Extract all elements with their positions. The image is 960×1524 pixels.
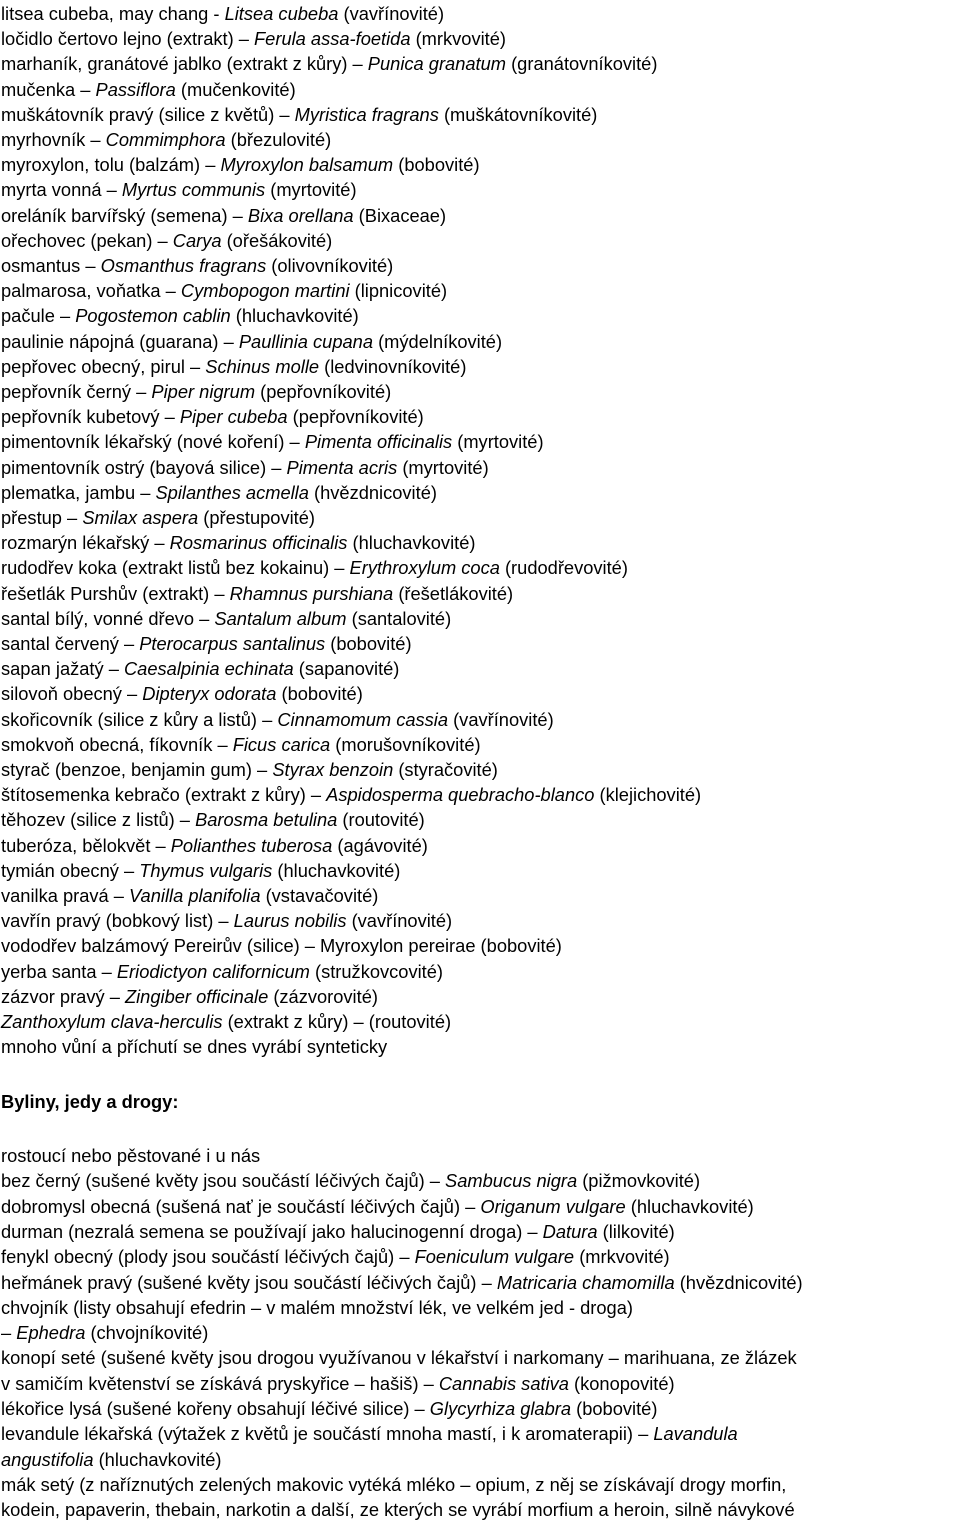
latin-name: Cannabis sativa (438, 1372, 569, 1394)
text-run: pepřovec obecný, pirul – (1, 355, 206, 377)
text-run: (mrkvovité) (410, 28, 506, 50)
section-heading: Byliny, jedy a drogy: (1, 1091, 179, 1112)
text-run: ločidlo čertovo lejno (extrakt) – (1, 28, 255, 50)
latin-name: Pimenta officinalis (304, 431, 453, 453)
text-run: (zázvorovité) (268, 985, 378, 1007)
text-run: lékořice lysá (sušené kořeny obsahují léčivé silice) – (1, 1398, 430, 1419)
text-run: vanilka pravá – (1, 885, 130, 906)
latin-name: Paullinia cupana (238, 330, 374, 352)
latin-name: Erythroxylum coca (349, 557, 500, 579)
text-run: (bobovité) (325, 633, 412, 654)
list-line (1, 303, 359, 328)
text-run: tymián obecný – (1, 859, 140, 881)
text-run: mučenka – (1, 78, 96, 100)
latin-name: Litsea cubeba (224, 3, 339, 24)
list-line (1, 253, 393, 278)
list-line (1, 379, 391, 404)
text-run: těhozev (silice z listů) – (1, 809, 196, 831)
latin-name: Carya (172, 229, 222, 251)
list-line (1, 555, 628, 580)
section-line (1, 1270, 803, 1295)
latin-name: Ficus carica (232, 733, 331, 755)
latin-name: Myroxylon balsamum (220, 154, 394, 176)
list-line (1, 228, 332, 253)
text-run: mák setý (z naříznutých zelených makovic vytéká mléko – opium, z něj se získávají drogy morfin, (1, 1473, 787, 1495)
text-run: kodein, papaverin, thebain, narkotin a další, ze kterých se vyrábí morfium a heroin, silně návykové (1, 1499, 795, 1521)
text-run: (extrakt z kůry) – (routovité) (222, 1011, 452, 1032)
latin-name: Zingiber officinale (124, 985, 269, 1007)
text-run: paulinie nápojná (guarana) – (1, 330, 239, 352)
text-run: sapan jažatý – (1, 658, 124, 680)
text-run: (granátovníkovité) (506, 53, 658, 75)
section-line (1, 1447, 222, 1472)
list-line (1, 480, 437, 505)
latin-name: Laurus nobilis (233, 910, 347, 932)
text-run: bez černý (sušené květy jsou součástí léčivých čajů) – (1, 1170, 446, 1192)
latin-name: Schinus molle (205, 355, 320, 377)
text-run: pačule – (1, 305, 76, 327)
text-run: (bobovité) (393, 154, 480, 176)
latin-name: Spilanthes acmella (155, 481, 309, 503)
text-run: durman (nezralá semena se používají jako halucinogenní droga) – (1, 1220, 543, 1242)
text-run: (bobovité) (571, 1398, 658, 1419)
text-run: pimentovník lékařský (nové koření) – (1, 431, 305, 453)
text-run: (přestupovité) (198, 507, 316, 528)
text-run: (santalovité) (346, 607, 452, 629)
latin-name: Ferula assa-foetida (254, 28, 411, 50)
list-line (1, 1009, 451, 1034)
latin-name: Piper nigrum (151, 381, 256, 402)
latin-name: Vanilla planifolia (129, 885, 261, 906)
text-run: styrač (benzoe, benjamin gum) – (1, 759, 273, 780)
list-line (1, 581, 513, 606)
latin-name: Myristica fragrans (294, 103, 439, 125)
text-run: (muškátovníkovité) (438, 103, 598, 125)
latin-name: Rhamnus purshiana (229, 582, 394, 604)
text-run: levandule lékařská (výtažek z květů je součástí mnoha mastí, i k aromaterapii) – (1, 1423, 654, 1445)
list-line (1, 329, 502, 354)
list-line (1, 959, 443, 984)
latin-name: Passiflora (95, 78, 176, 100)
list-line (1, 984, 378, 1009)
latin-name: Zanthoxylum clava-herculis (1, 1011, 223, 1032)
latin-name: Pimenta acris (286, 456, 398, 478)
section-line (1, 1345, 797, 1370)
text-run: rudodřev koka (extrakt listů bez kokainu) – (1, 557, 350, 579)
text-run: (rudodřevovité) (499, 557, 628, 579)
text-run: pepřovník kubetový – (1, 406, 180, 428)
text-run: ořechovec (pekan) – (1, 229, 173, 251)
text-run: plematka, jambu – (1, 481, 156, 503)
latin-name: Barosma betulina (195, 809, 338, 831)
text-run: (hluchavkovité) (347, 532, 476, 554)
text-run: (lilkovité) (597, 1220, 675, 1242)
text-run: (březulovité) (225, 129, 332, 150)
text-run: (hluchavkovité) (625, 1195, 754, 1217)
list-line (1, 732, 481, 757)
text-run: (routovité) (337, 809, 425, 831)
list-line (1, 102, 597, 127)
text-run: (olivovníkovité) (266, 255, 394, 276)
text-run: silovoň obecný – (1, 683, 143, 705)
latin-name: Pogostemon cablin (75, 305, 231, 327)
list-line (1, 51, 657, 76)
text-run: (ořešákovité) (221, 229, 333, 251)
latin-name: Cymbopogon martini (180, 280, 350, 302)
list-line (1, 203, 446, 228)
latin-name: Myrtus communis (121, 179, 266, 201)
text-run: marhaník, granátové jablko (extrakt z kůry) – (1, 53, 368, 75)
section-line (1, 1143, 260, 1168)
section-line (1, 1320, 208, 1345)
list-line (1, 656, 399, 681)
latin-name: Punica granatum (367, 53, 507, 75)
text-run: (mučenkovité) (175, 78, 296, 100)
section-line (1, 1497, 795, 1522)
latin-name: Dipteryx odorata (142, 683, 277, 705)
text-run: (ledvinovníkovité) (319, 355, 467, 377)
latin-name: Foeniculum vulgare (414, 1246, 575, 1268)
section-line (1, 1371, 675, 1396)
text-run: (Bixaceae) (353, 204, 447, 226)
list-line (1, 858, 400, 883)
text-run: palmarosa, voňatka – (1, 280, 181, 302)
list-line (1, 429, 544, 454)
text-run: konopí seté (sušené květy jsou drogou využívanou v lékařství i narkomany – marihuana, ze žlázek (1, 1347, 797, 1369)
latin-name: Osmanthus fragrans (100, 255, 267, 276)
text-run: (morušovníkovité) (330, 733, 481, 755)
text-run: myrhovník – (1, 129, 106, 150)
text-run: (mrkvovité) (574, 1246, 670, 1268)
text-run: (vstavačovité) (260, 885, 379, 906)
list-line (1, 455, 489, 480)
latin-name: Sambucus nigra (445, 1170, 578, 1192)
list-line (1, 908, 452, 933)
text-run: yerba santa – (1, 960, 117, 982)
latin-name: Pterocarpus santalinus (139, 633, 326, 654)
text-run: (chvojníkovité) (85, 1322, 209, 1344)
text-run: skořicovník (silice z kůry a listů) – (1, 708, 278, 730)
text-run: (vavřínovité) (346, 910, 453, 932)
text-run: (pepřovníkovité) (287, 406, 424, 428)
text-run: (vavřínovité) (338, 3, 445, 24)
list-line (1, 757, 498, 782)
text-run: pimentovník ostrý (bayová silice) – (1, 456, 287, 478)
list-line (1, 883, 378, 908)
text-run: (pižmovkovité) (577, 1170, 701, 1192)
latin-name: Smilax aspera (82, 507, 199, 528)
latin-name: Bixa orellana (247, 204, 354, 226)
text-run: (stružkovcovité) (309, 960, 443, 982)
text-run: (klejichovité) (594, 784, 702, 806)
latin-name: Lavandula (653, 1423, 738, 1445)
list-line (1, 707, 554, 732)
section-line (1, 1472, 786, 1497)
text-run: (hvězdnicovité) (308, 481, 437, 503)
text-run: štítosemenka kebračo (extrakt z kůry) – (1, 784, 327, 806)
text-run: dobromysl obecná (sušená nať je součástí léčivých čajů) – (1, 1195, 481, 1217)
text-run: rostoucí nebo pěstované i u nás (1, 1145, 261, 1166)
text-run: osmantus – (1, 255, 101, 276)
text-run: (hluchavkovité) (272, 859, 401, 881)
latin-name: Datura (542, 1220, 598, 1242)
latin-name: Ephedra (16, 1322, 86, 1344)
section-line (1, 1396, 657, 1421)
list-line (1, 933, 562, 958)
latin-name: Commimphora (105, 129, 226, 150)
latin-name: Santalum album (214, 607, 347, 629)
list-line (1, 606, 451, 631)
list-line (1, 530, 475, 555)
text-run: muškátovník pravý (silice z květů) – (1, 103, 295, 125)
section-line (1, 1194, 754, 1219)
latin-name: Glycyrhiza glabra (429, 1398, 572, 1419)
list-line (1, 1034, 387, 1059)
list-line (1, 1, 444, 26)
text-run: myrta vonná – (1, 179, 122, 201)
list-line (1, 354, 466, 379)
text-run: (hluchavkovité) (230, 305, 359, 327)
text-run: – (1, 1322, 17, 1344)
text-run: (řešetlákovité) (393, 582, 514, 604)
text-run: santal červený – (1, 633, 140, 654)
list-line (1, 505, 315, 530)
list-line (1, 404, 424, 429)
list-line (1, 278, 447, 303)
latin-name: Matricaria chamomilla (496, 1271, 675, 1293)
text-run: (lipnicovité) (349, 280, 448, 302)
text-run: fenykl obecný (plody jsou součástí léčivých čajů) – (1, 1246, 415, 1268)
text-run: rozmarýn lékařský – (1, 532, 170, 554)
text-run: (myrtovité) (452, 431, 544, 453)
list-line (1, 127, 331, 152)
text-run: v samičím květenství se získává pryskyřice – hašiš) – (1, 1372, 439, 1394)
latin-name: Rosmarinus officinalis (169, 532, 348, 554)
section-line (1, 1421, 738, 1446)
list-line (1, 631, 412, 656)
text-run: smokvoň obecná, fíkovník – (1, 733, 233, 755)
latin-name: Caesalpinia echinata (123, 658, 294, 680)
text-run: heřmánek pravý (sušené květy jsou součástí léčivých čajů) – (1, 1271, 497, 1293)
list-line (1, 26, 506, 51)
text-run: myroxylon, tolu (balzám) – (1, 154, 221, 176)
list-line (1, 833, 428, 858)
latin-name: Eriodictyon californicum (116, 960, 310, 982)
latin-name: angustifolia (1, 1448, 94, 1470)
text-run: (hluchavkovité) (93, 1448, 222, 1470)
latin-name: Polianthes tuberosa (170, 834, 333, 856)
section-line (1, 1168, 700, 1193)
text-run: (pepřovníkovité) (255, 381, 392, 402)
latin-name: Piper cubeba (179, 406, 288, 428)
text-run: (myrtovité) (265, 179, 357, 201)
text-run: (mýdelníkovité) (373, 330, 503, 352)
list-line (1, 77, 296, 102)
text-run: (styračovité) (393, 759, 498, 780)
latin-name: Cinnamomum cassia (277, 708, 449, 730)
latin-name: Styrax benzoin (272, 759, 394, 780)
list-line (1, 681, 363, 706)
text-run: (bobovité) (276, 683, 363, 705)
text-run: vavřín pravý (bobkový list) – (1, 910, 234, 932)
text-run: (vavřínovité) (448, 708, 554, 730)
text-run: řešetlák Purshův (extrakt) – (1, 582, 230, 604)
list-line (1, 177, 357, 202)
list-line (1, 152, 480, 177)
text-run: chvojník (listy obsahují efedrin – v malém množství lék, ve velkém jed - droga) (1, 1296, 633, 1318)
text-run: mnoho vůní a příchutí se dnes vyrábí synteticky (1, 1036, 388, 1058)
text-run: zázvor pravý – (1, 985, 125, 1007)
text-run: vododřev balzámový Pereirův (silice) – Myroxylon pereirae (bobovité) (1, 935, 562, 957)
text-run: (konopovité) (568, 1372, 675, 1394)
section-line (1, 1219, 675, 1244)
text-run: santal bílý, vonné dřevo – (1, 607, 215, 629)
text-run: pepřovník černý – (1, 381, 152, 402)
latin-name: Aspidosperma quebracho-blanco (326, 784, 595, 806)
text-run: (hvězdnicovité) (674, 1271, 803, 1293)
section-line (1, 1295, 633, 1320)
text-run: (sapanovité) (293, 658, 400, 680)
list-line (1, 807, 425, 832)
text-run: litsea cubeba, may chang - (1, 3, 225, 24)
text-run: oreláník barvířský (semena) – (1, 204, 248, 226)
latin-name: Origanum vulgare (480, 1195, 626, 1217)
text-run: (agávovité) (332, 834, 428, 856)
section-line (1, 1244, 670, 1269)
list-line (1, 782, 701, 807)
latin-name: Thymus vulgaris (139, 859, 273, 881)
text-run: přestup – (1, 507, 83, 528)
text-run: (myrtovité) (397, 456, 489, 478)
text-run: tuberóza, bělokvět – (1, 834, 171, 856)
